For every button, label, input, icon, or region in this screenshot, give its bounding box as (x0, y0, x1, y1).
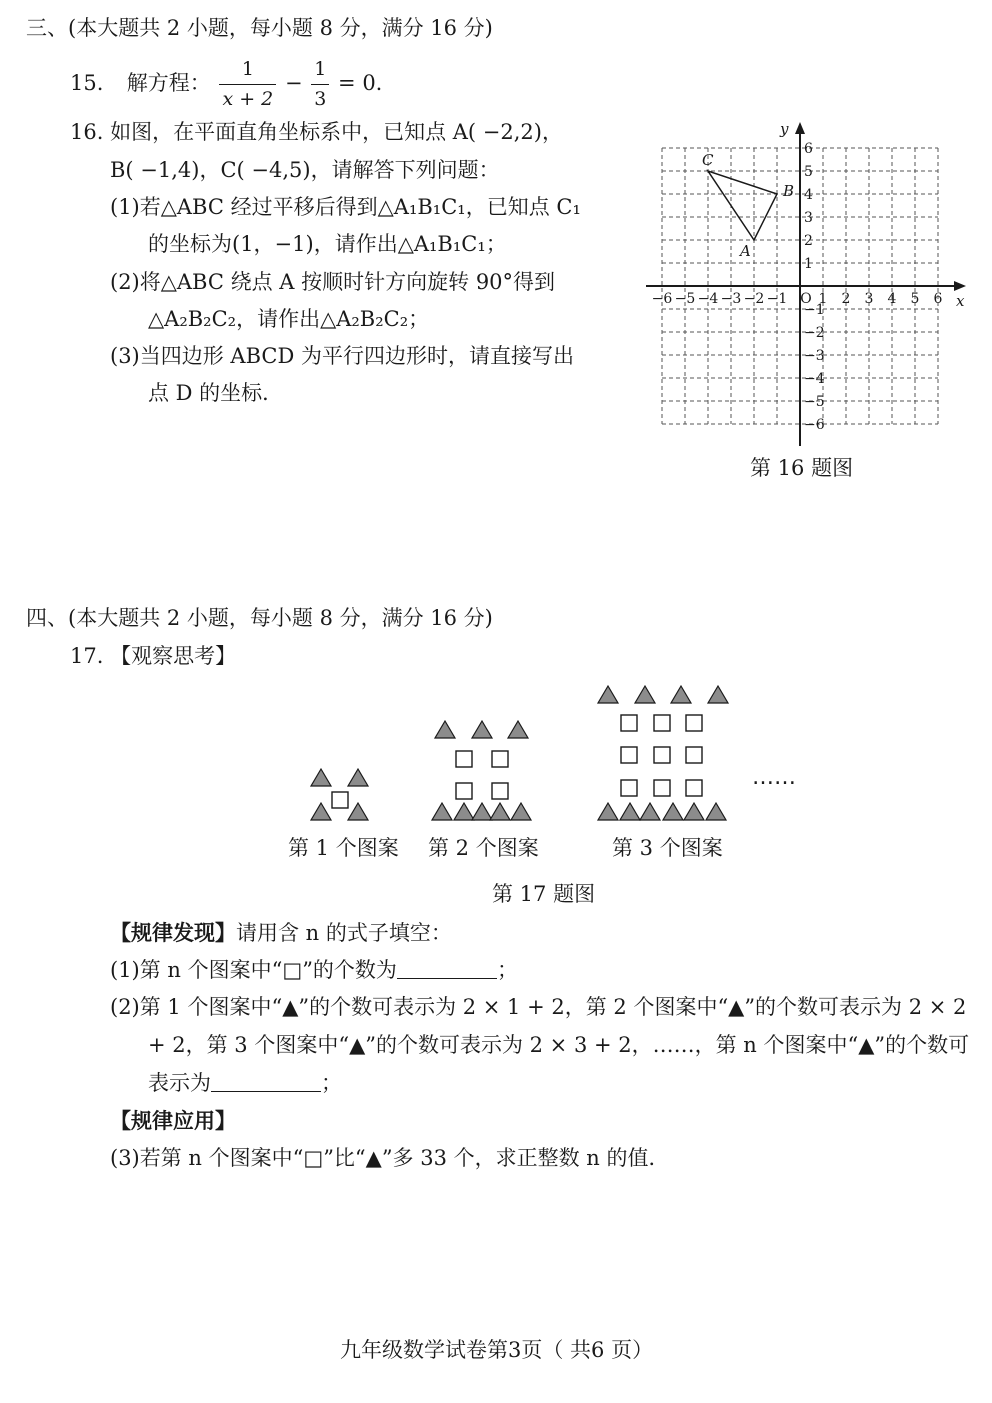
y-tick-label: 3 (804, 210, 813, 226)
y-tick-label: 4 (804, 187, 813, 203)
square-shape (686, 747, 702, 763)
pattern-figure (280, 680, 820, 830)
x-tick-label: −1 (766, 291, 788, 307)
q15-frac2-numerator: 1 (311, 58, 329, 85)
x-tick-label: O (800, 291, 812, 307)
q17-part2-line-2: + 2，第 3 个图案中“▲”的个数可表示为 2 × 3 + 2，……，第 n 个图案中“▲”的个数可 (148, 1033, 970, 1057)
square-shape (492, 783, 508, 799)
triangle-shape (620, 803, 640, 820)
q15-frac2-denominator: 3 (314, 87, 327, 110)
pattern-shapes (311, 686, 728, 820)
x-tick-label: 1 (818, 291, 828, 307)
y-tick-label: −5 (804, 394, 825, 410)
point-label-a: A (740, 242, 751, 260)
square-shape (654, 715, 670, 731)
rule-apply-title: 【规律应用】 (110, 1108, 236, 1133)
q17-part1 (110, 960, 518, 981)
square-shape (654, 780, 670, 796)
rule-discover-line (110, 922, 452, 944)
q15-fraction-1 (219, 58, 276, 111)
square-shape (654, 747, 670, 763)
q15-fraction-2 (311, 58, 329, 111)
pattern-1-label: 第 1 个图案 (288, 836, 399, 860)
question-15 (70, 58, 382, 111)
q16-part2-line-1: (2)将△ABC 绕点 A 按顺时针方向旋转 90°得到 (110, 270, 556, 294)
triangle-abc (708, 171, 777, 240)
y-tick-label: −6 (804, 417, 825, 433)
section-3-heading: 三、(本大题共 2 小题，每小题 8 分，满分 16 分) (26, 16, 493, 40)
triangle-shape (311, 803, 331, 820)
triangle-shape (490, 803, 510, 820)
q17-part1-text: (1)第 n 个图案中“□”的个数为 (110, 958, 397, 982)
y-tick-label: −1 (804, 302, 825, 318)
square-shape (456, 783, 472, 799)
q15-prefix: 解方程： (126, 70, 211, 95)
triangle-shape (508, 721, 528, 738)
q16-part3-line-1: (3)当四边形 ABCD 为平行四边形时，请直接写出 (110, 344, 574, 368)
x-tick-label: −3 (720, 291, 742, 307)
square-shape (686, 715, 702, 731)
x-tick-label: −6 (651, 291, 673, 307)
y-tick-label: 2 (804, 233, 813, 249)
q16-part1-line-1: (1)若△ABC 经过平移后得到△A₁B₁C₁，已知点 C₁ (110, 195, 581, 219)
q17-part1-end: ； (496, 958, 518, 982)
coordinate-grid (640, 120, 970, 450)
x-tick-label: −2 (743, 291, 765, 307)
x-tick-label: −5 (674, 291, 696, 307)
y-tick-label: 5 (804, 164, 813, 180)
triangle-shape (635, 686, 655, 703)
triangle-shape (472, 721, 492, 738)
pattern-2-label: 第 2 个图案 (428, 836, 539, 860)
y-tick-label: 1 (804, 256, 813, 272)
square-shape (621, 747, 637, 763)
pattern-3-label: 第 3 个图案 (612, 836, 723, 860)
q15-suffix: = 0. (338, 70, 383, 95)
square-shape (492, 751, 508, 767)
triangle-shape (311, 769, 331, 786)
q15-frac1-numerator: 1 (219, 58, 276, 85)
q15-minus: − (284, 70, 303, 95)
square-shape (686, 780, 702, 796)
triangle-shape (640, 803, 660, 820)
triangle-shape (435, 721, 455, 738)
y-axis-arrow (795, 122, 805, 134)
square-shape (621, 780, 637, 796)
square-shape (456, 751, 472, 767)
square-shape (332, 792, 348, 808)
q17-part1-answer-blank[interactable] (397, 960, 497, 979)
triangle-shape (671, 686, 691, 703)
point-label-b: B (783, 182, 795, 200)
triangle-shape (432, 803, 452, 820)
q17-title: 17. 【观察思考】 (70, 644, 237, 668)
q16-figure-caption: 第 16 题图 (750, 456, 854, 480)
q17-part2-line-3 (148, 1073, 342, 1094)
triangle-shape (348, 803, 368, 820)
rule-discover-text: 请用含 n 的式子填空： (236, 921, 452, 945)
section-4-heading: 四、(本大题共 2 小题，每小题 8 分，满分 16 分) (26, 606, 493, 630)
square-shape (621, 715, 637, 731)
x-axis-arrow (954, 281, 966, 291)
triangle-shape (706, 803, 726, 820)
q15-frac1-denominator: x + 2 (222, 87, 274, 110)
q17-figure-caption: 第 17 题图 (492, 882, 596, 906)
y-tick-label: −2 (804, 325, 825, 341)
y-tick-label: −3 (804, 348, 825, 364)
triangle-shape (454, 803, 474, 820)
q17-part2-line-1: (2)第 1 个图案中“▲”的个数可表示为 2 × 1 + 2，第 2 个图案中“▲”的个数可表示为 2 × 2 (110, 995, 967, 1019)
triangle-shape (598, 686, 618, 703)
y-axis-label: y (780, 120, 789, 138)
page-footer: 九年级数学试卷第3页（ 共6 页） (340, 1338, 654, 1362)
triangle-shape (684, 803, 704, 820)
x-tick-label: 2 (841, 291, 851, 307)
q17-part2-answer-blank[interactable] (211, 1073, 321, 1092)
q17-part3: (3)若第 n 个图案中“□”比“▲”多 33 个，求正整数 n 的值． (110, 1146, 670, 1170)
q15-label: 15. (70, 70, 104, 95)
x-tick-label: 3 (864, 291, 874, 307)
q16-line-1: 16. 如图，在平面直角坐标系中，已知点 A( −2,2)， (70, 120, 563, 144)
q16-line-2: B( −1,4)，C( −4,5)，请解答下列问题： (110, 158, 500, 182)
q17-part2-end: ； (321, 1071, 342, 1095)
triangle-shape (511, 803, 531, 820)
q16-part1-line-2: 的坐标为(1，−1)，请作出△A₁B₁C₁； (148, 232, 507, 256)
x-tick-label: 5 (910, 291, 920, 307)
pattern-ellipsis: …… (752, 765, 796, 790)
q16-part2-line-2: △A₂B₂C₂，请作出△A₂B₂C₂； (148, 307, 430, 331)
x-tick-label: −4 (697, 291, 719, 307)
x-axis-label: x (956, 292, 965, 310)
triangle-shape (348, 769, 368, 786)
x-tick-label: 4 (887, 291, 897, 307)
y-tick-label: 6 (804, 141, 813, 157)
y-tick-label: −4 (804, 371, 825, 387)
triangle-shape (663, 803, 683, 820)
x-tick-label: 6 (933, 291, 943, 307)
triangle-shape (598, 803, 618, 820)
triangle-shape (472, 803, 492, 820)
triangle-shape (708, 686, 728, 703)
rule-discover-title: 【规律发现】 (110, 920, 236, 945)
point-label-c: C (702, 151, 714, 169)
q17-part2-text: 表示为 (148, 1071, 211, 1095)
q16-part3-line-2: 点 D 的坐标． (148, 381, 284, 405)
